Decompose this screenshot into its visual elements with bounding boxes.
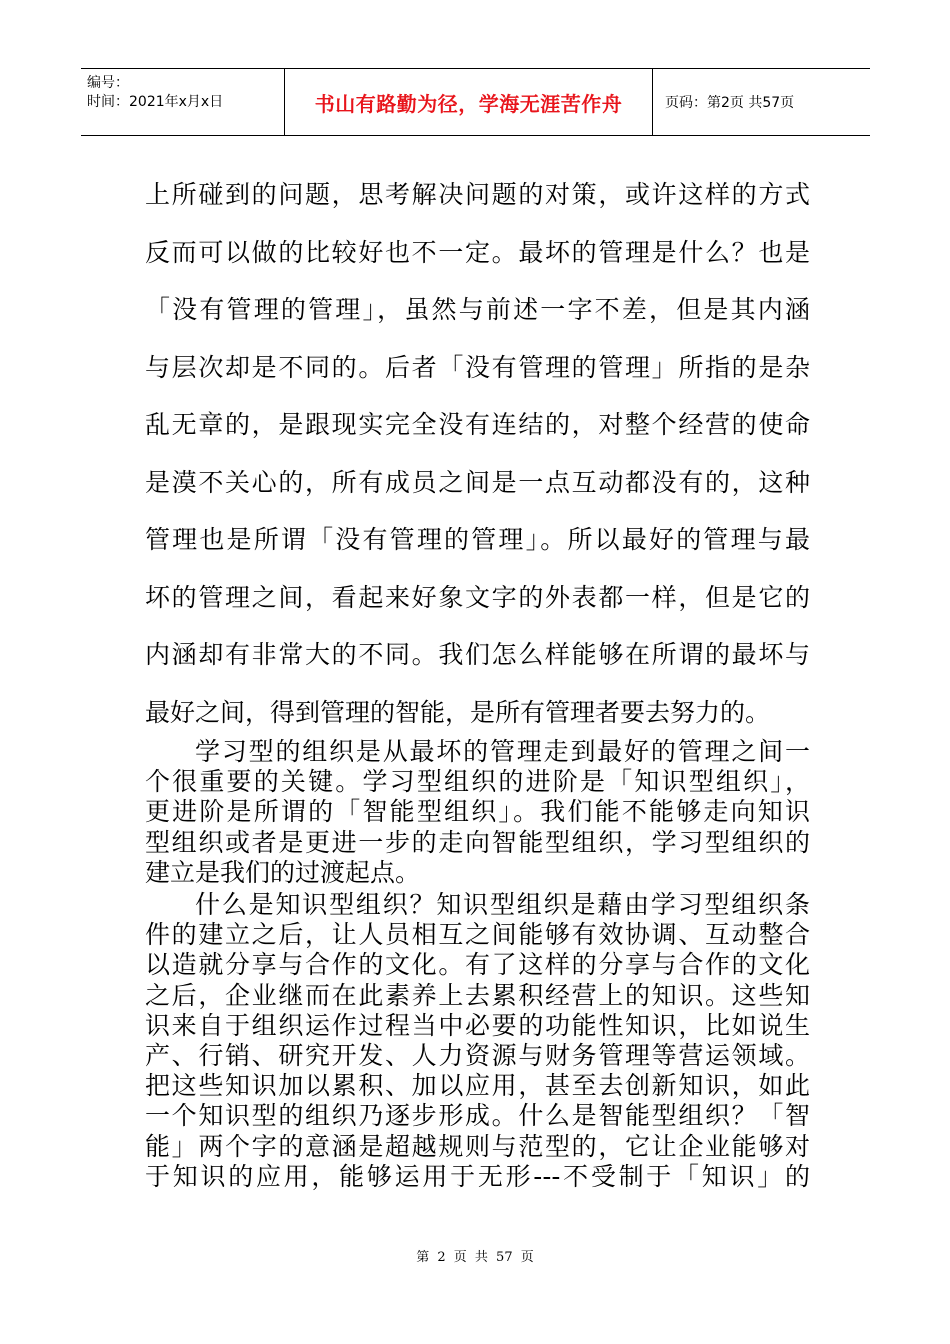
header-meta-cell (81, 69, 284, 135)
text-line: 与层次却是不同的。后者「没有管理的管理」所指的是杂 (145, 352, 810, 382)
text-line: 管理也是所谓「没有管理的管理」。所以最好的管理与最 (145, 525, 810, 554)
text-line: 型组织或者是更进一步的走向智能型组织，学习型组织的 (145, 827, 810, 857)
paragraph-1 (145, 166, 810, 741)
page-footer: 第 2 页 共 57 页 (416, 1250, 534, 1265)
document-date-label: 时间：2021年x月x日 (87, 94, 224, 110)
text-line: 识来自于组织运作过程当中必要的功能性知识，比如说生 (145, 1010, 810, 1040)
header-page-code: 页码：第2页 共57页 (665, 95, 795, 111)
text-line: 更进阶是所谓的「智能型组织」。我们能不能够走向知识 (145, 797, 810, 827)
document-number-label: 编号： (87, 75, 129, 91)
document-header (81, 68, 870, 136)
text-line: 产、行销、研究开发、人力资源与财务管理等营运领域。 (145, 1041, 810, 1071)
text-line: 什么是知识型组织？知识型组织是藉由学习型组织条 (195, 890, 810, 919)
text-line: 个很重要的关键。学习型组织的进阶是「知识型组织」， (145, 767, 810, 797)
text-line: 是漠不关心的，所有成员之间是一点互动都没有的，这种 (145, 467, 810, 497)
text-line: 反而可以做的比较好也不一定。最坏的管理是什么？也是 (145, 237, 810, 267)
header-motto: 书山有路勤为径，学海无涯苦作舟 (314, 91, 623, 116)
text-line: 内涵却有非常大的不同。我们怎么样能够在所谓的最坏与 (145, 640, 810, 669)
text-line: 坏的管理之间，看起来好象文字的外表都一样，但是它的 (145, 582, 810, 612)
text-line: 最好之间，得到管理的智能，是所有管理者要去努力的。 (145, 697, 771, 727)
text-line: 学习型的组织是从最坏的管理走到最好的管理之间一 (195, 737, 810, 766)
text-line: 把这些知识加以累积、加以应用，甚至去创新知识，如此 (145, 1071, 810, 1101)
header-page-cell (653, 69, 870, 135)
text-line: 上所碰到的问题，思考解决问题的对策，或许这样的方式 (145, 180, 810, 209)
text-line: 之后，企业继而在此素养上去累积经营上的知识。这些知 (145, 980, 810, 1010)
text-line: 乱无章的，是跟现实完全没有连结的，对整个经营的使命 (145, 410, 810, 439)
header-motto-cell (284, 69, 653, 135)
text-line: 一个知识型的组织乃逐步形成。什么是智能型组织？「智 (145, 1101, 810, 1131)
paragraph-3 (145, 890, 810, 1192)
text-line: 于知识的应用，能够运用于无形---不受制于「知识」的 (145, 1161, 810, 1191)
text-line: 能」两个字的意涵是超越规则与范型的，它让企业能够对 (145, 1131, 810, 1161)
text-line: 「没有管理的管理」，虽然与前述一字不差，但是其内涵 (145, 295, 810, 324)
paragraph-2 (145, 737, 810, 888)
text-line: 建立是我们的过渡起点。 (145, 857, 421, 887)
text-line: 以造就分享与合作的文化。有了这样的分享与合作的文化 (145, 950, 810, 980)
text-line: 件的建立之后，让人员相互之间能够有效协调、互动整合 (145, 920, 810, 950)
